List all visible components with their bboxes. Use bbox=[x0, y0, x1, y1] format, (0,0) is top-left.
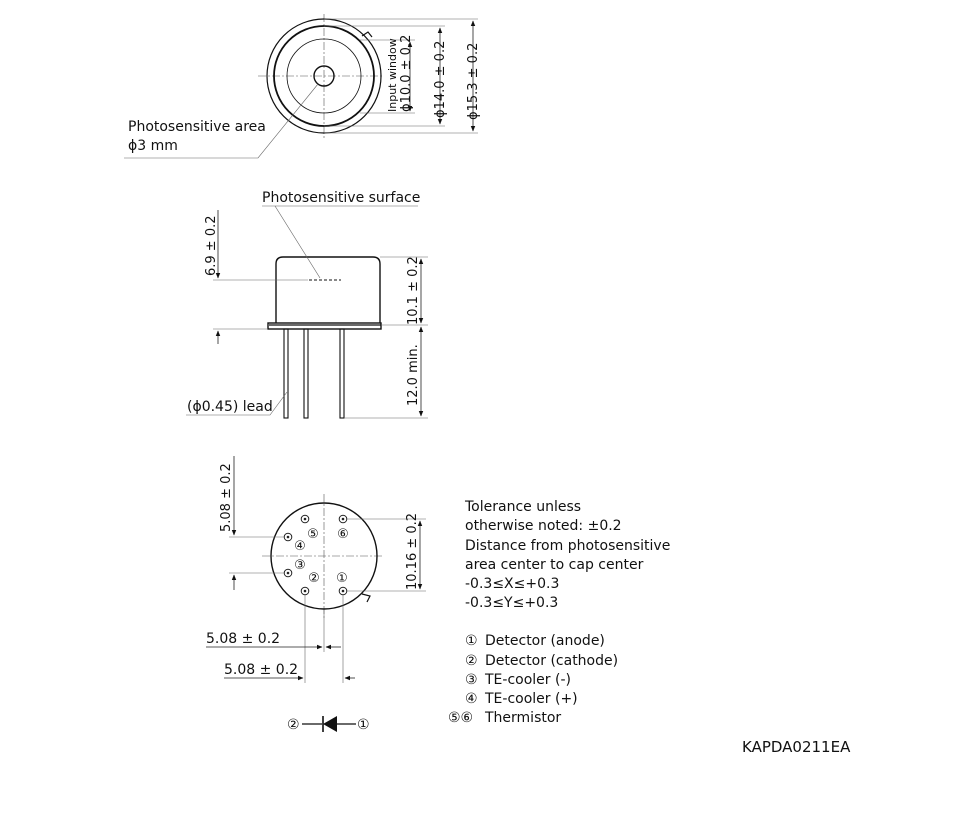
pin-pitch-horizontal-dim-1: 5.08 ± 0.2 bbox=[206, 631, 281, 647]
notes bbox=[464, 499, 670, 611]
side-view-cap bbox=[276, 257, 380, 323]
photosensitive-surface-label: Photosensitive surface bbox=[262, 190, 421, 206]
diode-symbol bbox=[287, 716, 370, 733]
bottom-view bbox=[206, 456, 426, 683]
photosensitive-area-label: Photosensitive area bbox=[128, 119, 266, 135]
diode-right-pin: ① bbox=[357, 717, 370, 733]
drawing-code: KAPDA0211EA bbox=[742, 738, 851, 756]
note-line-1: Tolerance unless bbox=[465, 499, 582, 515]
note-line-5: -0.3≤X≤+0.3 bbox=[465, 576, 560, 592]
pin-span-vertical-dim: 10.16 ± 0.2 bbox=[405, 512, 420, 590]
legend-num-2: ② bbox=[465, 653, 478, 669]
note-line-2: otherwise noted: ±0.2 bbox=[465, 518, 622, 534]
top-view-tab bbox=[362, 32, 372, 37]
body-diameter-dim: ϕ14.0 ± 0.2 bbox=[433, 40, 448, 118]
surface-height-dim: 6.9 ± 0.2 bbox=[204, 215, 219, 276]
photosensitive-area-size: ϕ3 mm bbox=[128, 138, 178, 154]
note-line-4: area center to cap center bbox=[465, 557, 644, 573]
pin-6-label: ⑥ bbox=[337, 527, 349, 542]
bottom-view-tab bbox=[362, 594, 370, 602]
flange-diameter-dim: ϕ15.3 ± 0.2 bbox=[466, 42, 481, 120]
pin-1-label: ① bbox=[336, 571, 348, 586]
legend-num-5-6: ⑤⑥ bbox=[448, 710, 474, 726]
pin-2-label: ② bbox=[308, 571, 320, 586]
input-window-dim: ϕ10.0 ± 0.2 bbox=[399, 34, 414, 112]
top-view bbox=[124, 14, 481, 158]
photosensitive-surface-leader bbox=[275, 206, 320, 278]
legend-label-4: TE-cooler (+) bbox=[485, 691, 578, 707]
legend-label-5-6: Thermistor bbox=[485, 710, 562, 726]
note-line-6: -0.3≤Y≤+0.3 bbox=[465, 595, 559, 611]
pin-pitch-horizontal-dim-2: 5.08 ± 0.2 bbox=[224, 662, 299, 678]
legend-num-1: ① bbox=[465, 633, 478, 649]
side-view bbox=[186, 190, 428, 418]
lead-length-dim: 12.0 min. bbox=[406, 344, 421, 406]
input-window-label: Input window bbox=[386, 38, 399, 112]
legend-label-2: Detector (cathode) bbox=[485, 653, 619, 669]
cap-height-dim: 10.1 ± 0.2 bbox=[406, 256, 421, 325]
pin-3-label: ③ bbox=[294, 558, 306, 573]
pin-4-label: ④ bbox=[294, 539, 306, 554]
legend-label-3: TE-cooler (-) bbox=[485, 672, 571, 688]
legend-num-4: ④ bbox=[465, 691, 478, 707]
side-view-leads bbox=[284, 329, 344, 418]
side-view-flange bbox=[268, 323, 381, 329]
lead-label: (ϕ0.45) lead bbox=[187, 399, 273, 415]
pin-legend bbox=[448, 633, 618, 726]
legend-label-1: Detector (anode) bbox=[485, 633, 605, 649]
pin-5-label: ⑤ bbox=[307, 527, 319, 542]
note-line-3: Distance from photosensitive bbox=[465, 538, 671, 554]
legend-num-3: ③ bbox=[465, 672, 478, 688]
pin-pitch-vertical-dim: 5.08 ± 0.2 bbox=[219, 463, 234, 532]
diode-left-pin: ② bbox=[287, 717, 300, 733]
